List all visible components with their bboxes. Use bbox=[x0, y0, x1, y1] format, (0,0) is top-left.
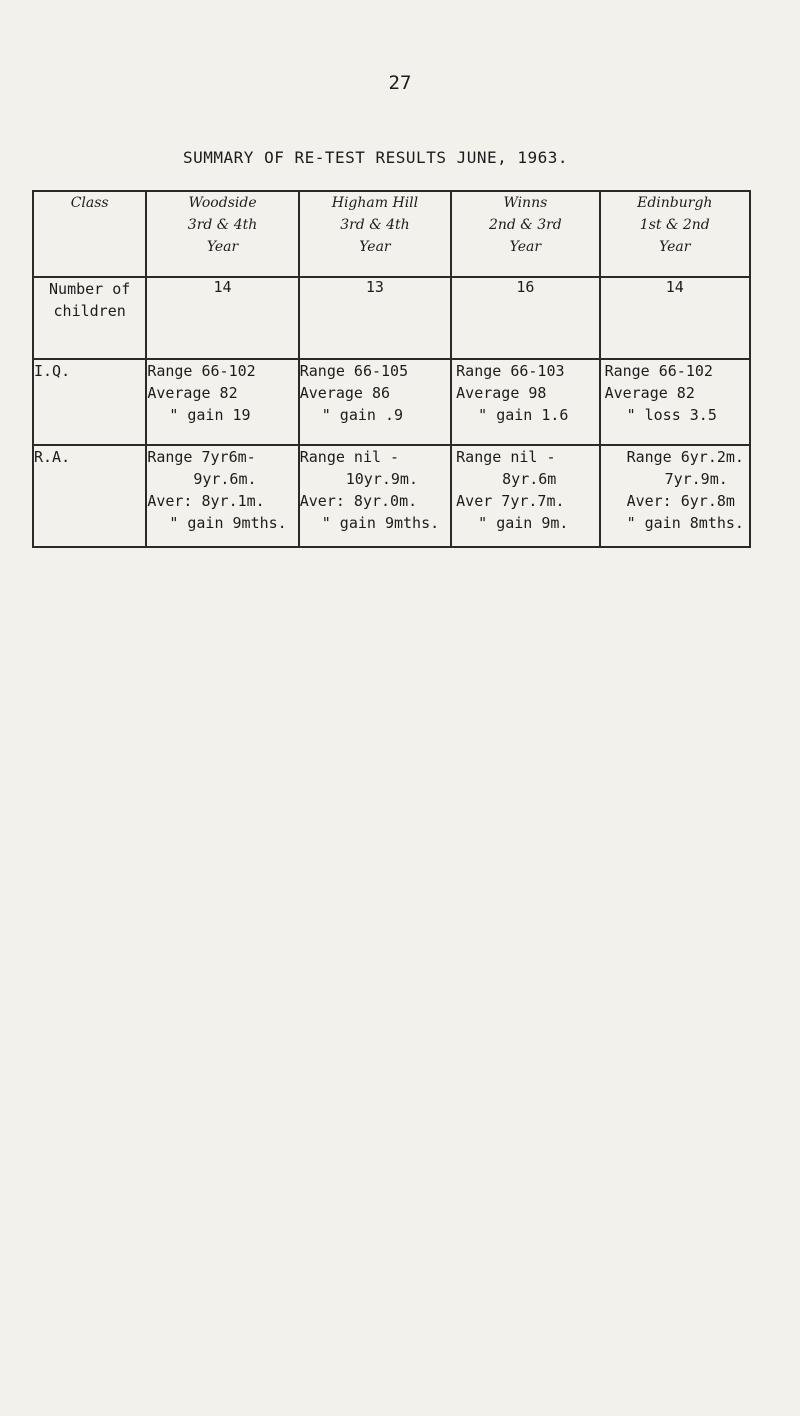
row-label: I.Q. bbox=[33, 359, 146, 445]
header-line: 1st & 2nd bbox=[639, 217, 710, 233]
header-line: 3rd & 4th bbox=[340, 217, 410, 233]
cell-line: Aver: 6yr.8m bbox=[626, 492, 735, 510]
cell-line: Range 66-102 bbox=[147, 362, 256, 380]
cell-line: Range 6yr.2m. bbox=[626, 448, 744, 466]
cell-line: Range nil - bbox=[299, 448, 400, 466]
header-line: Year bbox=[206, 239, 239, 255]
table-cell: 16 bbox=[451, 277, 599, 359]
cell-line: Aver 7yr.7m. bbox=[456, 492, 565, 510]
cell-line: Range 66-103 bbox=[456, 362, 565, 380]
header-class bbox=[33, 191, 146, 277]
cell-line: " gain 9m. bbox=[478, 514, 569, 532]
header-class-label: Class bbox=[70, 195, 109, 211]
header-line: 3rd & 4th bbox=[187, 217, 258, 233]
cell-line: 10yr.9m. bbox=[345, 470, 418, 488]
cell-line: Aver: 8yr.1m. bbox=[147, 492, 265, 510]
header-line: 2nd & 3rd bbox=[488, 217, 562, 233]
results-table bbox=[32, 190, 751, 548]
cell-line: 7yr.9m. bbox=[664, 470, 728, 488]
header-edinburgh bbox=[600, 191, 750, 277]
cell-line: Range 7yr6m- bbox=[147, 448, 256, 466]
cell-line: Aver: 8yr.0m. bbox=[299, 492, 418, 510]
header-woodside bbox=[146, 191, 298, 277]
row-label-line: Number of bbox=[49, 280, 131, 298]
cell-line: Range nil - bbox=[456, 448, 556, 466]
table-row-number-of-children bbox=[33, 277, 750, 359]
cell-line: " gain 19 bbox=[169, 406, 251, 424]
header-line: Winns bbox=[503, 195, 548, 211]
cell-line: Average 86 bbox=[299, 384, 391, 402]
table-cell bbox=[451, 445, 599, 547]
header-winns bbox=[451, 191, 599, 277]
page-number: 27 bbox=[388, 72, 412, 94]
table-cell bbox=[451, 359, 599, 445]
table-row-iq bbox=[33, 359, 750, 445]
header-line: Woodside bbox=[188, 195, 257, 211]
cell-line: Range 66-105 bbox=[299, 362, 409, 380]
cell-line: " loss 3.5 bbox=[626, 406, 717, 424]
cell-line: Average 82 bbox=[147, 384, 238, 402]
cell-line: " gain 9mths. bbox=[169, 514, 287, 532]
cell-line: Range 66-102 bbox=[604, 362, 713, 380]
table-cell bbox=[299, 445, 451, 547]
header-line: Year bbox=[509, 239, 542, 255]
cell-line: 8yr.6m bbox=[502, 470, 557, 488]
header-line: Edinburgh bbox=[637, 195, 713, 211]
header-line: Year bbox=[659, 239, 691, 255]
page-title: SUMMARY OF RE-TEST RESULTS JUNE, 1963. bbox=[183, 148, 569, 167]
cell-line: " gain .9 bbox=[321, 406, 404, 424]
table-cell bbox=[600, 359, 750, 445]
table-cell bbox=[146, 445, 298, 547]
table-row-ra bbox=[33, 445, 750, 547]
table-cell: 14 bbox=[146, 277, 298, 359]
row-label bbox=[33, 277, 146, 359]
table-cell: 13 bbox=[299, 277, 451, 359]
row-label: R.A. bbox=[33, 445, 146, 547]
table-cell bbox=[146, 359, 298, 445]
cell-line: Average 98 bbox=[456, 384, 547, 402]
cell-line: 9yr.6m. bbox=[193, 470, 257, 488]
row-label-line: children bbox=[53, 302, 126, 320]
cell-line: " gain 9mths. bbox=[321, 514, 440, 532]
cell-line: Average 82 bbox=[604, 384, 695, 402]
cell-line: " gain 8mths. bbox=[626, 514, 744, 532]
cell-line: " gain 1.6 bbox=[478, 406, 569, 424]
table-cell: 14 bbox=[600, 277, 750, 359]
header-higham-hill bbox=[299, 191, 451, 277]
header-line: Higham Hill bbox=[331, 195, 419, 211]
header-row bbox=[33, 191, 750, 277]
table-cell bbox=[299, 359, 451, 445]
table-cell bbox=[600, 445, 750, 547]
header-line: Year bbox=[359, 239, 391, 255]
